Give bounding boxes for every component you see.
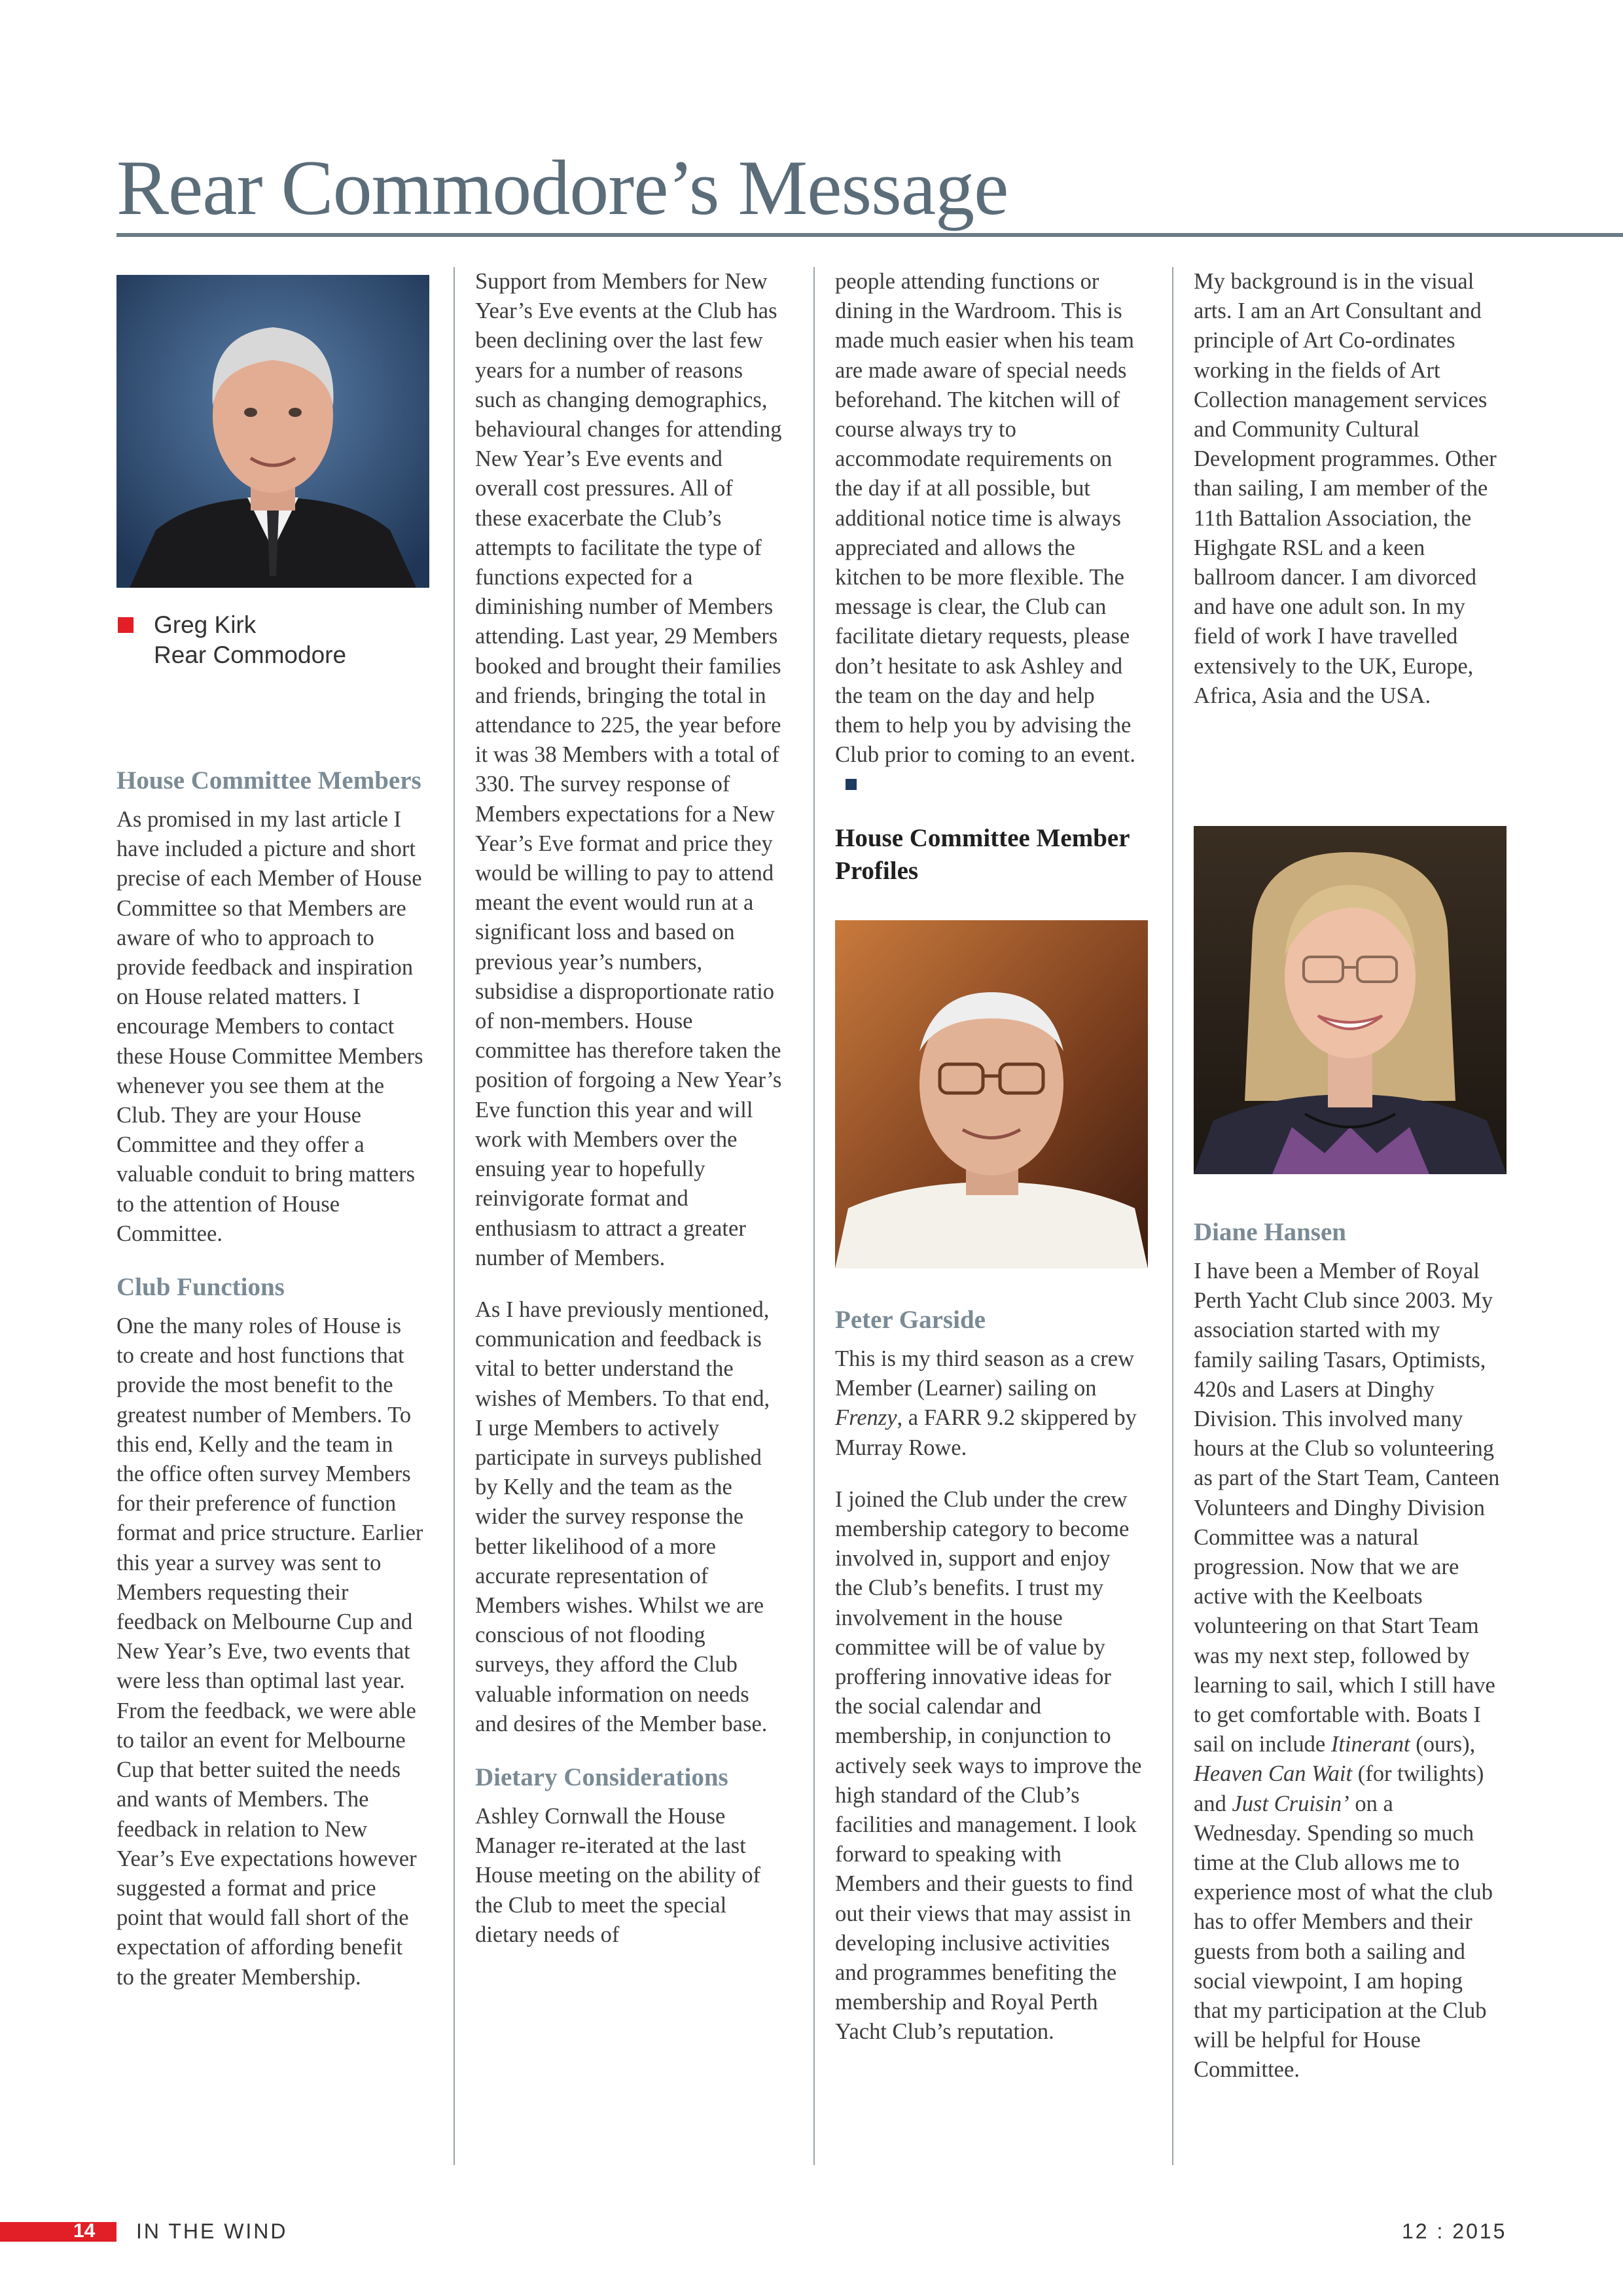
paragraph-new-years-eve: Support from Members for New Year’s Eve events at the Club has been declining over the last few years for a number of reasons such as changing demographics, behavioural changes for attending New Year’s Eve events and overall cost pressures. All of these exacerbate the Club’s attempts to facilitate the type of functions expected for a diminishing number of Members attending. Last year, 29 Members booked and brought their families and friends, bringing the total in attendance to 225, the year before it was 38 Members with a total of 330. The survey response of Members expectations for a New Year’s Eve format and price they would be willing to pay to attend meant the event would run at a significant loss and based on previous year’s numbers, subsidise a disproportionate ratio of non-members. House committee has therefore taken the position of forgoing a New Year’s Eve function this year and will work with Members over the ensuing year to hopefully reinvigorate format and enthusiasm to attract a greater number of Members.	[475, 269, 782, 1270]
column-3-profile	[835, 1304, 1143, 2047]
boat-name-itinerant: Itinerant	[1330, 1732, 1410, 1757]
caption	[154, 610, 346, 670]
caption-role: Rear Commodore	[154, 641, 347, 668]
end-of-article-marker	[846, 779, 857, 790]
column-4	[1194, 267, 1501, 711]
footer-accent-bar	[0, 2222, 116, 2242]
boat-name-frenzy: Frenzy	[835, 1405, 897, 1431]
column-divider	[454, 267, 455, 2165]
heading-diane-hansen: Diane Hansen	[1194, 1218, 1346, 1246]
paragraph-diane	[1194, 1257, 1501, 2085]
boat-name-heaven-can-wait: Heaven Can Wait	[1194, 1761, 1353, 1787]
paragraph-dietary: Ashley Cornwall the House Manager re-iterated at the last House meeting on the ability of the Club to meet the special dietary needs of	[475, 1803, 760, 1947]
paragraph-peter-1-text-end: , a FARR 9.2 skippered by Murray Rowe.	[835, 1405, 1137, 1460]
column-3	[835, 267, 1143, 888]
column-divider	[1172, 267, 1173, 2165]
heading-club-functions: Club Functions	[116, 1273, 285, 1302]
paragraph-diane-text-1: I have been a Member of Royal Perth Yacht Club since 2003. My association started with my family sailing Tasars, Optimists, 420s and Lasers at Dinghy Division. This involved many hours at the Club so volunteering as part of the Start Team, Canteen Volunteers and Dinghy Division Committee was a natural progression. Now that we are active with the Keelboats volunteering on that Start Team was my next step, followed by learning to sail, which I still have to get comfortable with. Boats I sail on include	[1194, 1259, 1500, 1757]
paragraph-dietary-continued	[835, 267, 1143, 800]
heading-member-profiles: House Committee Member Profiles	[835, 823, 1130, 885]
photo-greg-kirk	[116, 275, 429, 588]
page-title: Rear Commodore’s Message	[116, 144, 1008, 231]
paragraph-dietary-continued-text: people attending functions or dining in the Wardroom. This is made much easier when his team are made aware of special needs beforehand. The kitchen will of course always try to accommodate requirements on the day if at all possible, but additional notice time is always appreciated and allows the kitchen to be more flexible. The message is clear, the Club can facilitate dietary requests, please don’t hesitate to ask Ashley and the team on the day and help them to help you by advising the Club prior to coming to an event.	[835, 269, 1135, 768]
column-4-profile	[1194, 1216, 1501, 2085]
column-1	[116, 764, 424, 1992]
column-divider	[813, 267, 815, 2165]
paragraph-peter-1-text: This is my third season as a crew Member (Learner) sailing on	[835, 1346, 1135, 1401]
paragraph-peter-background: My background is in the visual arts. I am an Art Consultant and principle of Art Co-ordinates working in the fields of Art Collection management services and Community Cultural Development programmes. Other than sailing, I am member of the 11th Battalion Association, the Highgate RSL and a keen ballroom dancer. I am divorced and have one adult son. In my field of work I have travelled extensively to the UK, Europe, Africa, Asia and the USA.	[1194, 269, 1497, 708]
paragraph-peter-2: I joined the Club under the crew membership category to become involved in, support and enjoy the Club’s benefits. I trust my involvement in the house committee will be of value by proffering innovative ideas for the social calendar and membership, in conjunction to actively seek ways to improve the high standard of the Club’s facilities and management. I look forward to speaking with Members and their guests to find out their views that may assist in developing inclusive activities and programmes benefiting the membership and Royal Perth Yacht Club’s reputation.	[835, 1486, 1142, 2045]
paragraph-peter-1	[835, 1344, 1143, 1463]
paragraph-house-committee: As promised in my last article I have included a picture and short precise of each Member of House Committee so that Members are aware of who to approach to provide feedback and inspiration on House related matters. I encourage Members to contact these House Committee Members whenever you see them at the Club. They are your House Committee and they offer a valuable conduit to bring matters to the attention of House Committee.	[116, 807, 423, 1246]
heading-house-committee-members: House Committee Members	[116, 766, 421, 795]
boat-name-just-cruisin: Just Cruisin’	[1232, 1791, 1349, 1816]
page-number: 14	[73, 2220, 96, 2242]
paragraph-diane-text-2: (ours),	[1410, 1732, 1476, 1757]
photo-diane-hansen	[1194, 826, 1507, 1174]
caption-name: Greg Kirk	[154, 611, 257, 638]
publication-name: IN THE WIND	[136, 2219, 288, 2243]
column-2	[475, 267, 783, 1950]
paragraph-diane-text-3: (for twilights) and	[1194, 1761, 1484, 1816]
paragraph-feedback: As I have previously mentioned, communication and feedback is vital to better understand the wishes of Members. To that end, I urge Members to actively participate in surveys published by Kelly and the team as the wider the survey response the better likelihood of a more accurate representation of Members wishes. Whilst we are conscious of not flooding surveys, they afford the Club valuable information on needs and desires of the Member base.	[475, 1297, 770, 1736]
heading-dietary-considerations: Dietary Considerations	[475, 1763, 728, 1791]
paragraph-club-functions: One the many roles of House is to create and host functions that provide the most benefit to the greatest number of Members. To this end, Kelly and the team in the office often survey Members for their preference of function format and price structure. Earlier this year a survey was sent to Members requesting their feedback on Melbourne Cup and New Year’s Eve, two events that were less than optimal last year. From the feedback, we were able to tailor an event for Melbourne Cup that better suited the needs and wants of Members. The feedback in relation to New Year’s Eve expectations however suggested a format and price point that would fall short of the expectation of affording benefit to the greater Membership.	[116, 1314, 423, 1990]
paragraph-diane-text-4: on a Wednesday. Spending so much time at the Club allows me to experience most of what the club has to offer Members and their guests from both a sailing and social viewpoint, I am hoping that my participation at the Club will be helpful for House Committee.	[1194, 1791, 1493, 2083]
caption-marker	[118, 617, 134, 633]
title-rule	[116, 233, 1623, 237]
photo-peter-garside	[835, 920, 1148, 1268]
issue-date: 12 : 2015	[1402, 2219, 1507, 2243]
heading-peter-garside: Peter Garside	[835, 1306, 986, 1334]
